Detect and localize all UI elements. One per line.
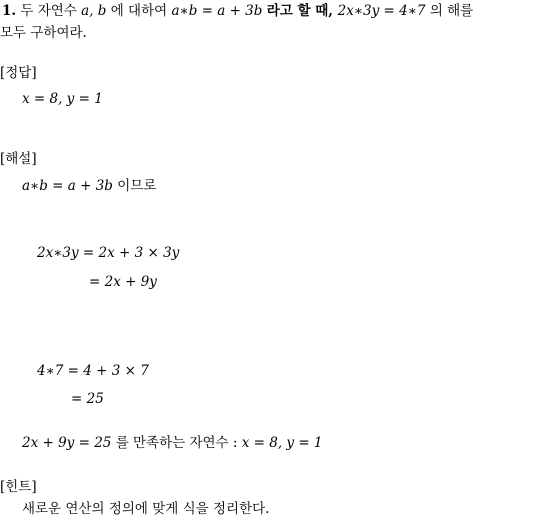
solution-step2-line1: 4∗7 = 4 + 3 × 7 — [37, 363, 149, 379]
solution-header: [해설] — [0, 151, 37, 167]
hint-text: 새로운 연산의 정의에 맞게 식을 정리한다. — [22, 501, 270, 517]
solution-intro — [22, 177, 156, 195]
problem-equation: 2x∗3y = 4∗7 — [337, 3, 426, 19]
solution-step1-line2: = 2x + 9y — [89, 274, 157, 290]
solution-intro-math: a∗b = a + 3b — [22, 178, 113, 194]
solution-conclusion-answer: x = 8, y = 1 — [241, 435, 323, 451]
problem-text-d: 의 해를 — [429, 3, 474, 19]
solution-step2-line2: = 25 — [71, 391, 104, 407]
answer-value: x = 8, y = 1 — [22, 91, 103, 107]
hint-header: [힌트] — [0, 479, 37, 495]
problem-text-c: 라고 할 때, — [266, 3, 338, 19]
problem-text-a: 두 자연수 — [20, 3, 82, 19]
solution-step1-line1: 2x∗3y = 2x + 3 × 3y — [37, 245, 180, 261]
solution-intro-text: 이므로 — [117, 178, 157, 194]
problem-text-b: 에 대하여 — [110, 3, 172, 19]
problem-number: 1. — [2, 3, 17, 19]
solution-conclusion-text: 를 만족하는 자연수 : — [115, 435, 242, 451]
answer-header: [정답] — [0, 65, 37, 81]
problem-definition: a∗b = a + 3b — [171, 3, 263, 19]
solution-conclusion — [22, 434, 323, 452]
solution-conclusion-math: 2x + 9y = 25 — [22, 435, 112, 451]
problem-line-2: 모두 구하여라. — [0, 25, 87, 41]
problem-line-1 — [2, 2, 473, 20]
problem-vars: a, b — [81, 3, 107, 19]
